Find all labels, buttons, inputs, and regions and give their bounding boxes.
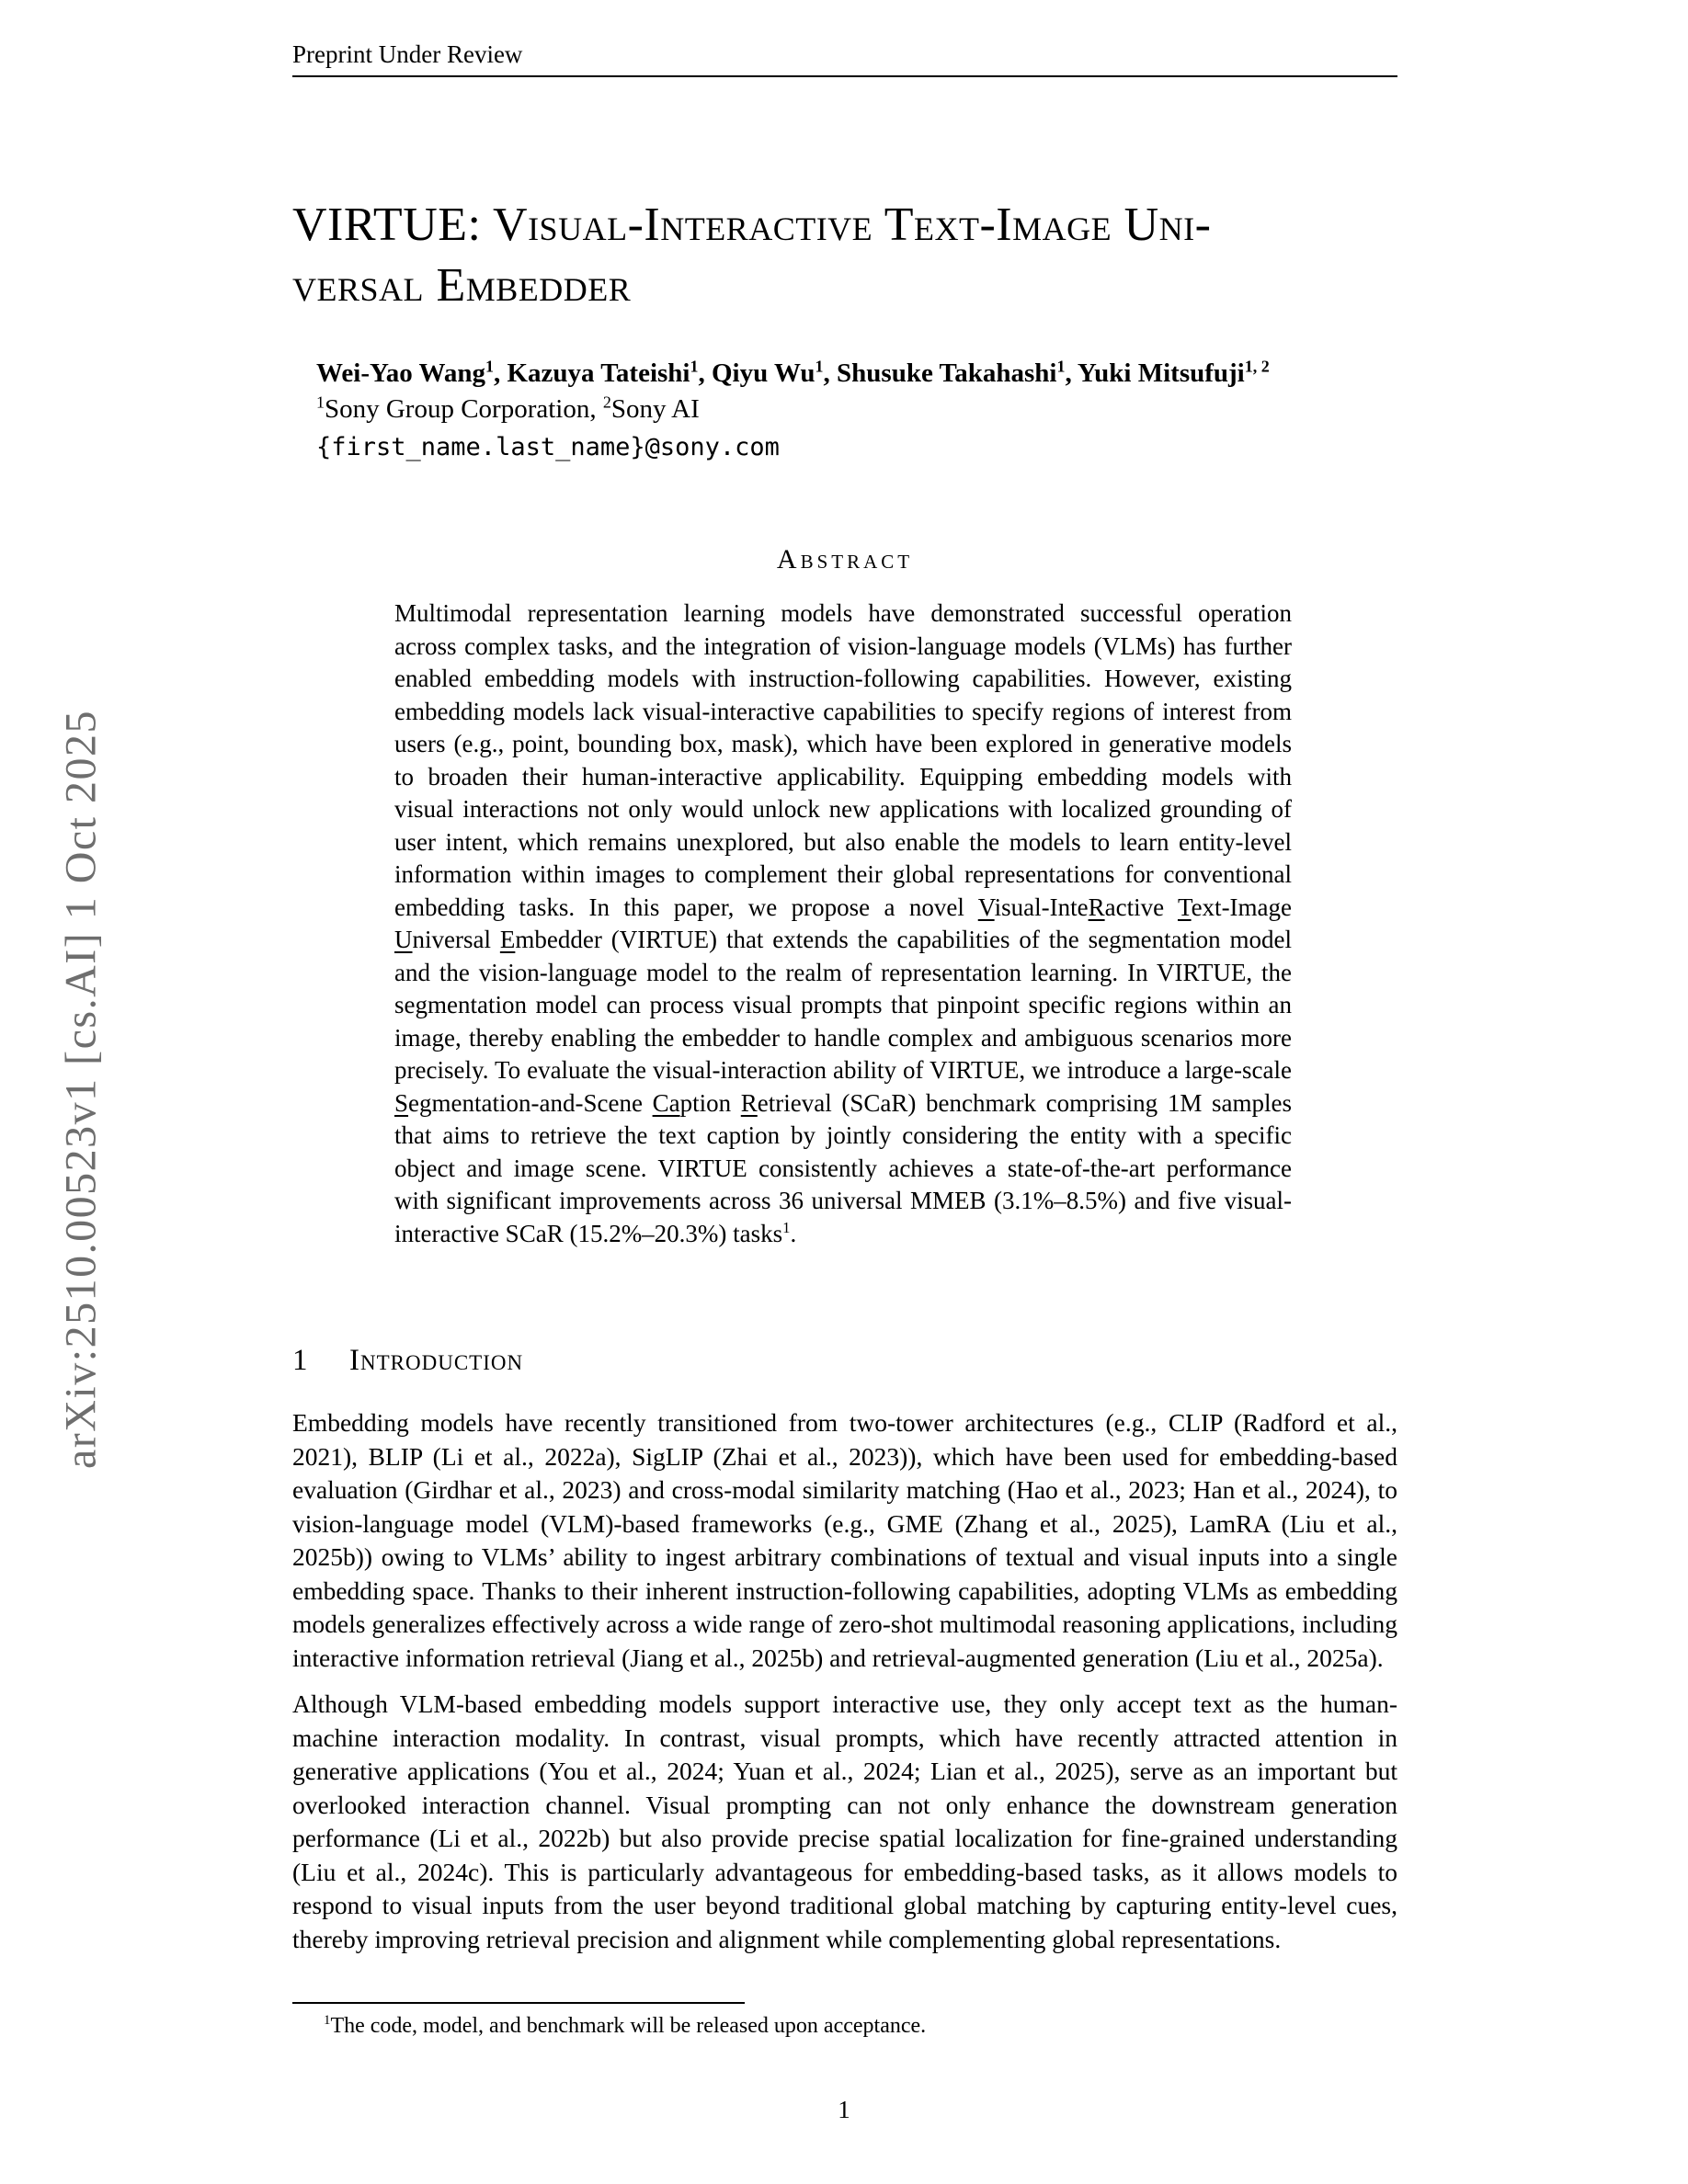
paper-title — [292, 195, 1397, 316]
running-header — [292, 40, 1397, 77]
author-name: Kazuya Tateishi — [507, 358, 690, 388]
author-separator: , — [823, 358, 838, 388]
author-name: Wei-Yao Wang — [316, 358, 485, 388]
abstract-body: Multimodal representation learning models have demonstrated successful operation across complex tasks, and the integration of vision-language models (VLMs) has further enabled embedding models with instruction-following capabilities. However, existing embedding models lack visual-interactive capabilities to specify regions of interest from users (e.g., point, bounding box, mask), which have been explored in generative models to broaden their human-interactive applicability. Equipping embedding models with visual interactions not only would unlock new applications with localized grounding of user intent, which remains unexplored, but also enable the models to learn entity-level information within images to complement their global representations for conventional embedding tasks. In this paper, we propose a novel Visual-InteRactive Text-Image Universal Embedder (VIRTUE) that extends the capabilities of the segmentation model and the vision-language model to the realm of representation learning. In VIRTUE, the segmentation model can process visual prompts that pinpoint specific regions within an image, thereby enabling the embedder to handle complex and ambiguous scenarios more precisely. To evaluate the visual-interaction ability of VIRTUE, we introduce a large-scale Segmentation-and-Scene Caption Retrieval (SCaR) benchmark comprising 1M samples that aims to retrieve the text caption by jointly considering the entity with a specific object and image scene. VIRTUE consistently achieves a state-of-the-art performance with significant improvements across 36 universal MMEB (3.1%–8.5%) and five visual-interactive SCaR (15.2%–20.3%) tasks$^1$. — [394, 599, 1293, 1247]
section-number: 1 — [292, 1344, 308, 1377]
author-name: Qiyu Wu — [711, 358, 815, 388]
section-title: Introduction — [349, 1344, 524, 1377]
email-address: {first_name.last_name}@sony.com — [316, 433, 780, 461]
author-affiliation-marker: 1 — [815, 357, 824, 376]
paper-title-line2: versal Embedder — [292, 259, 632, 312]
author-affiliation-marker: 1, 2 — [1244, 357, 1270, 376]
author-name: Yuki Mitsufuji — [1077, 358, 1245, 388]
paper-title-line1: VIRTUE: Visual-Interactive Text-Image Uni- — [292, 199, 1212, 251]
review-status-label: Preprint Under Review — [292, 40, 523, 68]
arxiv-watermark: arXiv:2510.00523v1 [cs.AI] 1 Oct 2025 — [56, 709, 106, 1470]
author-affiliation-marker: 1 — [485, 357, 494, 376]
affiliations-line: $^1$Sony Group Corporation, $^2$Sony AI — [316, 392, 700, 424]
paragraph: Although VLM-based embedding models support interactive use, they only accept text as the human-machine interaction modality. In contrast, visual prompts, which have recently attracted attention in generative applications (You et al., 2024; Yuan et al., 2024; Lian et al., 2025), serve as an important but overlooked interaction channel. Visual prompting can not only enhance the downstream generation performance (Li et al., 2022b) but also provide precise spatial localization for fine-grained understanding (Liu et al., 2024c). This is particularly advantageous for embedding-based tasks, as it allows models to respond to visual inputs from the user beyond traditional global matching by capturing entity-level cues, thereby improving retrieval precision and alignment while complementing global representations. — [292, 1689, 1397, 1953]
author-separator: , — [493, 358, 508, 388]
footnote-block — [292, 2002, 1397, 2040]
author-name: Shusuke Takahashi — [837, 358, 1057, 388]
authors-block — [316, 357, 1383, 464]
page-number: 1 — [838, 2096, 850, 2123]
authors-line — [316, 357, 1383, 390]
author-separator: , — [698, 358, 712, 388]
author-affiliation-marker: 1 — [690, 357, 699, 376]
footnote-text: $^1$The code, model, and benchmark will be released upon acceptance. — [324, 2013, 927, 2038]
paragraph: Embedding models have recently transitioned from two-tower architectures (e.g., CLIP (Radford et al., 2021), BLIP (Li et al., 2022a), SigLIP (Zhai et al., 2023)), which have been used for embedding-based evaluation (Girdhar et al., 2023) and cross-modal similarity matching (Hao et al., 2023; Han et al., 2024), to vision-language model (VLM)-based frameworks (e.g., GME (Zhang et al., 2025), LamRA (Liu et al., 2025b)) owing to VLMs’ ability to ingest arbitrary combinations of textual and visual inputs into a single embedding space. Thanks to their inherent instruction-following capabilities, adopting VLMs as embedding models generalizes effectively across a wide range of zero-shot multimodal reasoning applications, including interactive information retrieval (Jiang et al., 2025b) and retrieval-augmented generation (Liu et al., 2025a). — [292, 1408, 1397, 1672]
author-separator: , — [1065, 358, 1078, 388]
abstract-heading: Abstract — [776, 544, 914, 574]
introduction-text — [292, 1406, 1397, 1956]
author-affiliation-marker: 1 — [1056, 357, 1066, 376]
section-heading-introduction — [292, 1344, 1397, 1378]
footnote-rule — [292, 2002, 745, 2004]
